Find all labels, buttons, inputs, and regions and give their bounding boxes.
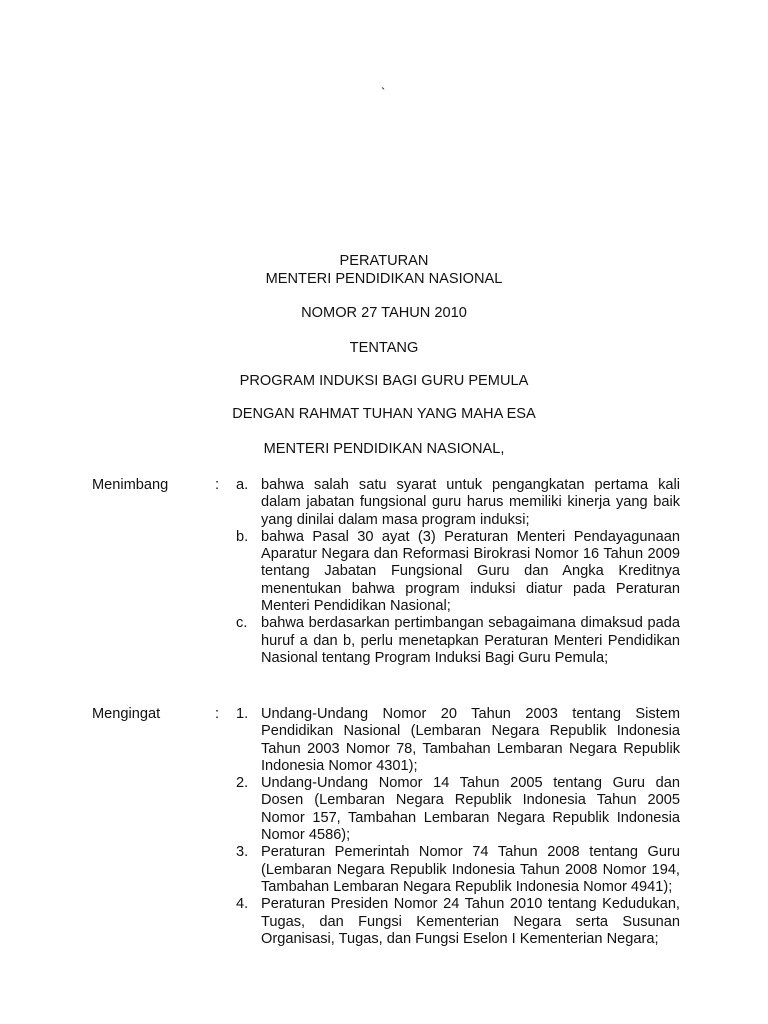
document-topic: PROGRAM INDUKSI BAGI GURU PEMULA [239, 373, 529, 389]
menimbang-list [230, 477, 680, 667]
mengingat-list [230, 706, 680, 948]
mengingat-colon: : [215, 706, 220, 722]
document-blessing: DENGAN RAHMAT TUHAN YANG MAHA ESA [232, 406, 536, 422]
list-item [230, 529, 680, 615]
list-item [230, 896, 680, 948]
menimbang-colon: : [215, 477, 220, 493]
list-item-text: bahwa Pasal 30 ayat (3) Peraturan Menteri Pendayagunaan Aparatur Negara dan Reformasi Birokrasi Nomor 16 Tahun 2009 tentang Jabatan Fungsional Guru dan Angka Kreditnya menentukan bahwa program induksi diatur pada Peraturan Menteri Pendidikan Nasional; [261, 528, 680, 615]
list-item [230, 775, 680, 844]
list-item-marker: 2. [236, 775, 249, 792]
list-item [230, 477, 680, 529]
list-item-text: bahwa salah satu syarat untuk pengangkatan pertama kali dalam jabatan fungsional guru harus memiliki kinerja yang baik yang dinilai dalam masa program induksi; [261, 477, 680, 528]
mengingat-label: Mengingat [92, 706, 161, 722]
list-item-text: Undang-Undang Nomor 14 Tahun 2005 tentang Guru dan Dosen (Lembaran Negara Republik Indonesia Tahun 2005 Nomor 157, Tambahan Lembaran Negara Republik Indonesia Nomor 4586); [261, 775, 680, 844]
list-item-marker: b. [236, 528, 249, 545]
menimbang-label: Menimbang [92, 477, 169, 493]
document-title: PERATURAN [339, 253, 429, 269]
list-item-text: Peraturan Pemerintah Nomor 74 Tahun 2008 tentang Guru (Lembaran Negara Republik Indonesia Tahun 2008 Nomor 194, Tambahan Lembaran Negara Republik Indonesia Nomor 4941); [261, 844, 680, 895]
list-item-text: bahwa berdasarkan pertimbangan sebagaimana dimaksud pada huruf a dan b, perlu menetapkan Peraturan Menteri Pendidikan Nasional tentang Program Induksi Bagi Guru Pemula; [261, 615, 680, 666]
list-item-marker: c. [236, 615, 248, 632]
document-about-label: TENTANG [349, 340, 419, 356]
list-item-text: Undang-Undang Nomor 20 Tahun 2003 tentang Sistem Pendidikan Nasional (Lembaran Negara Republik Indonesia Tahun 2003 Nomor 78, Tambahan Lembaran Negara Republik Indonesia Nomor 4301); [261, 706, 680, 774]
list-item [230, 615, 680, 667]
list-item-marker: 3. [236, 844, 249, 861]
document-issuer: MENTERI PENDIDIKAN NASIONAL [265, 271, 503, 287]
list-item-text: Peraturan Presiden Nomor 24 Tahun 2010 tentang Kedudukan, Tugas, dan Fungsi Kementerian Negara serta Susunan Organisasi, Tugas, dan Fungsi Eselon I Kementerian Negara; [261, 896, 680, 947]
list-item-marker: 4. [236, 896, 249, 913]
list-item-marker: a. [236, 477, 249, 493]
list-item [230, 706, 680, 775]
document-minister: MENTERI PENDIDIKAN NASIONAL, [263, 441, 505, 457]
document-number: NOMOR 27 TAHUN 2010 [301, 305, 467, 321]
stray-mark: ` [381, 85, 386, 100]
list-item-marker: 1. [236, 706, 249, 722]
list-item [230, 844, 680, 896]
